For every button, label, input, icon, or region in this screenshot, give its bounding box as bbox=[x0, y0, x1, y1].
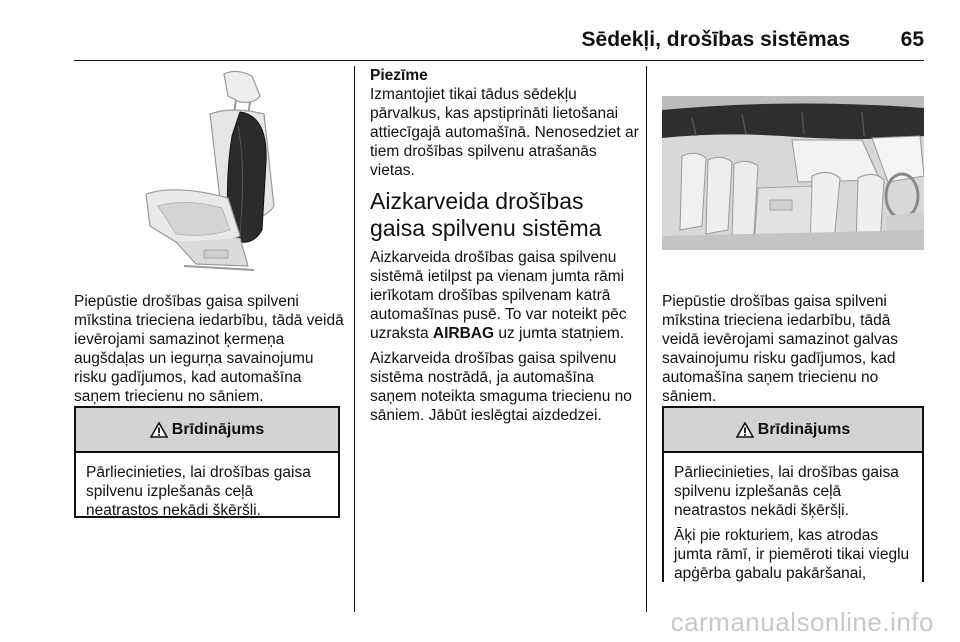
curtain-airbag-interior-illustration bbox=[662, 96, 924, 250]
curtain-airbag-paragraph-1 bbox=[370, 248, 640, 343]
warning-box-2 bbox=[662, 406, 924, 582]
column-3-caption-wrap bbox=[662, 292, 928, 406]
warning-box-2-text-2: Āķi pie rokturiem, kas atrodas jumta rāmī, ir piemēroti tikai vieglu apģērba gabalu pakāršanai, bbox=[674, 527, 910, 582]
section-heading-curtain-airbag: Aizkarveida drošības gaisa spilvenu sistēma bbox=[370, 188, 602, 241]
curtain-airbag-paragraph-2: Aizkarveida drošības gaisa spilvenu sistēma nostrādā, ja automašīna saņem noteikta smaguma triecienu no sāniem. Jābūt ieslēgtai aizdedzei. bbox=[370, 350, 632, 424]
note-label: Piezīme bbox=[370, 67, 428, 84]
column-divider-2 bbox=[646, 66, 647, 612]
warning-triangle-icon bbox=[736, 422, 754, 438]
warning-box-1-text: Pārliecinieties, lai drošības gaisa spilvenu izplešanās ceļā neatrastos nekādi šķēršļi. bbox=[86, 464, 311, 519]
curtain-airbag-caption: Piepūstie drošības gaisa spilveni mīkstina trieciena iedarbību, tādā veidā ievērojami samazinot galvas savainojumu risku gadījumos, kad automašīna saņem triecienu no sāniem. bbox=[662, 293, 899, 405]
page-number: 65 bbox=[900, 28, 924, 51]
warning-box-1-title: Brīdinājums bbox=[171, 420, 265, 438]
warning-box-1 bbox=[74, 406, 340, 518]
note-text: Izmantojiet tikai tādus sēdekļu pārvalkus, kas apstiprināti lietošanai attiecīgajā automašīnā. Nenosedziet ar tiem drošības spilvenu atrašanās vietas. bbox=[370, 86, 639, 179]
warning-triangle-icon bbox=[150, 422, 168, 438]
warning-box-1-header bbox=[76, 408, 338, 453]
seat-airbag-caption: Piepūstie drošības gaisa spilveni mīkstina trieciena iedarbību, tādā veidā ievērojami samazinot ķermeņa augšdaļas un iegurņa savainojumu risku gadījumos, kad automašīna saņem triecienu no sāniem. bbox=[74, 293, 344, 405]
warning-box-2-text-1: Pārliecinieties, lai drošības gaisa spilvenu izplešanās ceļā neatrastos nekādi šķēršļi. bbox=[674, 464, 899, 519]
warning-box-2-header bbox=[664, 408, 922, 453]
warning-box-2-title: Brīdinājums bbox=[757, 420, 851, 438]
page-header-title: Sēdekļi, drošības sistēmas bbox=[581, 28, 850, 51]
airbag-label: AIRBAG bbox=[432, 325, 495, 342]
watermark-url: carmanualsonline.info bbox=[670, 607, 934, 637]
column-1-caption-wrap bbox=[74, 292, 346, 406]
column-divider-1 bbox=[354, 66, 355, 612]
para1-text-before: Aizkarveida drošības gaisa spilvenu sistēmā ietilpst pa vienam jumta rāmi ierīkotam drošības spilvenam katrā automašīnas pusē. To var noteikt pēc uzraksta bbox=[370, 249, 627, 342]
warning-box-1-body bbox=[76, 453, 338, 520]
header-rule bbox=[74, 60, 924, 61]
column-2 bbox=[370, 66, 640, 425]
para1-text-after: uz jumta statņiem. bbox=[494, 325, 625, 342]
warning-box-2-body bbox=[664, 453, 922, 583]
side-airbag-seat-illustration bbox=[136, 66, 280, 278]
